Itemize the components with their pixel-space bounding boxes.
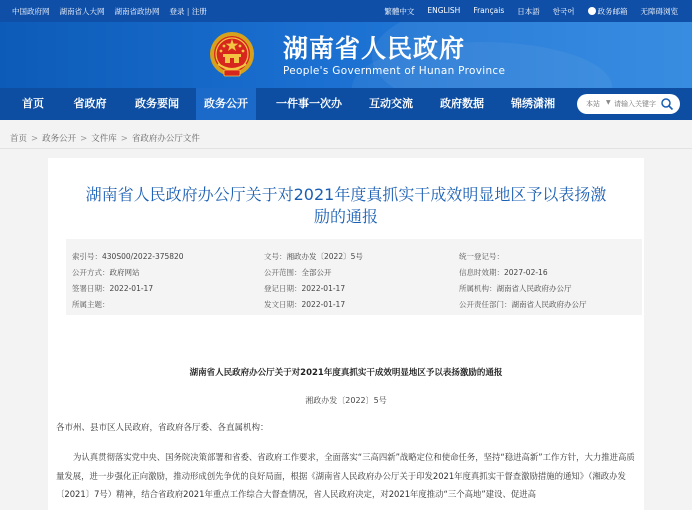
mail-icon <box>588 7 596 15</box>
top-utility-bar <box>0 0 692 22</box>
meta-index: 索引号：430S00/2022-375820 <box>72 252 184 261</box>
meta-method: 公开方式：政府网站 <box>72 268 140 277</box>
document-metadata <box>66 239 642 315</box>
notice-docno: 湘政办发〔2022〕5号 <box>305 396 387 405</box>
site-title[interactable]: 湖南省人民政府 <box>283 34 466 63</box>
notice-title: 湖南省人民政府办公厅关于对2021年度真抓实干成效明显地区予以表扬激励的通报 <box>189 368 503 378</box>
separator: | <box>186 7 190 16</box>
national-emblem-icon[interactable] <box>208 30 256 80</box>
breadcrumb-gov-affairs-open[interactable]: 政务公开 <box>42 134 77 144</box>
lang-english[interactable]: ENGLISH <box>427 6 461 15</box>
meta-docno: 文号：湘政办发〔2022〕5号 <box>264 252 363 261</box>
top-right-links <box>384 6 678 17</box>
search-box <box>577 94 680 114</box>
top-left-links <box>12 6 207 17</box>
link-gov-cn[interactable]: 中国政府网 <box>12 7 50 16</box>
meta-topic: 所属主题： <box>72 300 110 309</box>
divider <box>0 148 692 149</box>
nav-item-interaction[interactable]: 互动交流 <box>369 97 413 110</box>
meta-pubdate: 发文日期：2022-01-17 <box>264 300 346 309</box>
breadcrumb-separator: > <box>120 134 128 144</box>
nav-item-gov-news[interactable]: 政务要闻 <box>135 97 179 110</box>
gov-mail-link[interactable]: 政务邮箱 <box>588 6 628 17</box>
lang-traditional-chinese[interactable]: 繁體中文 <box>384 7 415 16</box>
accessibility-link[interactable]: 无障碍浏览 <box>640 7 678 16</box>
lang-japanese[interactable]: 日本語 <box>517 7 540 16</box>
nav-item-jinxiu-xiaoxiang[interactable]: 锦绣潇湘 <box>511 97 555 110</box>
meta-regno: 统一登记号： <box>459 252 504 261</box>
link-hunan-npc[interactable]: 湖南省人大网 <box>59 7 105 16</box>
breadcrumb <box>10 132 200 144</box>
notice-body: 为认真贯彻落实党中央、国务院决策部署和省委、省政府工作要求，全面落实“三高四新”战略定位和使命任务，坚持“稳进高新”工作方针，大力推进高质量发展，进一步强化正向激励，推动形成创先争优的良好局面，根据《湖南省人民政府办公厅关于印发2021年度真抓实干督查激励措施的通知》（湘政办发〔2021〕7号）精神，结合省政府2021年重点工作综合大督查情况，省人民政府决定，对2021年度推动“三个高地”建设、促进高 <box>56 452 635 499</box>
lang-french[interactable]: Français <box>473 6 505 15</box>
chevron-down-icon[interactable]: ▼ <box>606 99 611 106</box>
meta-infodate: 信息时效期：2027-02-16 <box>459 268 548 277</box>
site-header <box>0 22 692 88</box>
breadcrumb-home[interactable]: 首页 <box>10 134 28 144</box>
search-input[interactable] <box>614 97 662 111</box>
notice-recipients: 各市州、县市区人民政府，省政府各厅委、各直属机构： <box>56 423 269 433</box>
main-nav <box>0 88 692 120</box>
login-link[interactable]: 登录 <box>169 7 185 16</box>
meta-signdate: 签署日期：2022-01-17 <box>72 284 154 293</box>
meta-org: 所属机构：湖南省人民政府办公厅 <box>459 284 572 293</box>
search-scope-select[interactable]: 本站 <box>586 100 600 108</box>
breadcrumb-separator: > <box>31 134 39 144</box>
site-subtitle: People's Government of Hunan Province <box>283 65 506 77</box>
meta-dept: 公开责任部门：湖南省人民政府办公厅 <box>459 300 587 309</box>
lang-korean[interactable]: 한국어 <box>552 7 575 16</box>
breadcrumb-office-files[interactable]: 省政府办公厅文件 <box>131 134 200 144</box>
document-panel <box>48 158 644 510</box>
register-link[interactable]: 注册 <box>191 7 207 16</box>
meta-regdate: 登记日期：2022-01-17 <box>264 284 346 293</box>
nav-item-gov-affairs-open[interactable]: 政务公开 <box>196 88 256 120</box>
nav-item-one-thing-once[interactable]: 一件事一次办 <box>276 97 342 110</box>
link-hunan-cppcc[interactable]: 湖南省政协网 <box>114 7 160 16</box>
meta-scope: 公开范围：全部公开 <box>264 268 332 277</box>
breadcrumb-separator: > <box>80 134 88 144</box>
nav-item-provincial-gov[interactable]: 省政府 <box>73 97 107 110</box>
nav-item-gov-data[interactable]: 政府数据 <box>440 97 484 110</box>
nav-item-home[interactable]: 首页 <box>22 97 44 110</box>
search-icon[interactable] <box>660 97 674 111</box>
breadcrumb-file-library[interactable]: 文件库 <box>91 134 117 144</box>
document-title: 湖南省人民政府办公厅关于对2021年度真抓实干成效明显地区予以表扬激励的通报 <box>85 185 607 226</box>
